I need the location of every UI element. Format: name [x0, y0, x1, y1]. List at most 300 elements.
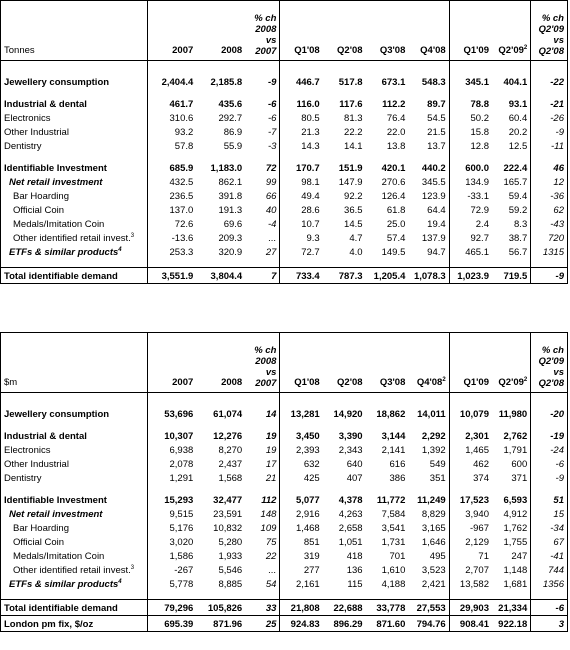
row-label: Total identifiable demand: [1, 268, 148, 284]
table-cell: 79,296: [147, 600, 196, 616]
table-cell: 386: [389, 473, 406, 484]
usd-header-q2-09: $Q2'09^2$: [492, 333, 531, 393]
table-cell: 3,390: [338, 431, 363, 442]
table-cell: 55.9: [223, 141, 243, 152]
table-cell: 277: [303, 565, 320, 576]
table-cell: 908.41: [449, 616, 492, 632]
table-cell: -6: [531, 600, 568, 616]
table-cell: 115: [347, 579, 363, 590]
table-cell: 4.0: [349, 247, 363, 258]
table-cell: 72: [245, 161, 280, 175]
table-cell: 99: [245, 175, 280, 189]
table-cell: 50.2: [470, 113, 489, 124]
table-cell: 10,079: [459, 409, 489, 420]
header-pct-ch-q2-09: % ch Q2'09 vs Q2'08: [531, 1, 568, 61]
table-row: [1, 429, 568, 443]
table-cell: 28.6: [301, 205, 320, 216]
spacer-row: [1, 153, 568, 161]
table-cell: 5,077: [295, 495, 320, 506]
table-cell: 13.7: [408, 139, 449, 153]
table-cell: 116.0: [296, 99, 320, 110]
table-cell: 126.4: [381, 191, 406, 202]
table-cell: 404.1: [492, 75, 531, 89]
tonnes-table: [0, 0, 568, 284]
table-cell: -33.1: [467, 191, 489, 202]
table-cell: 57.4: [386, 233, 406, 244]
table-cell: -9: [245, 75, 280, 89]
table-cell: 18,862: [376, 409, 406, 420]
table-cell: 236.5: [169, 191, 194, 202]
table-cell: 440.2: [408, 161, 449, 175]
table-cell: 78.8: [470, 99, 489, 110]
table-row: [1, 577, 568, 591]
table-row: [1, 471, 568, 485]
table-cell: 14.5: [344, 219, 363, 230]
table-cell: -267: [174, 565, 194, 576]
table-cell: 8,829: [408, 507, 449, 521]
table-cell: 76.4: [386, 113, 406, 124]
table-cell: 461.7: [169, 99, 194, 110]
spacer-row: [1, 61, 568, 76]
table-cell: 548.3: [408, 75, 449, 89]
table-cell: -22: [550, 77, 564, 88]
table-cell: 1,023.9: [449, 268, 492, 284]
table-cell: 374: [473, 473, 489, 484]
usd-header-q2-08: Q2'08: [323, 333, 366, 393]
table-cell: 8,885: [218, 579, 243, 590]
table-cell: 15: [553, 509, 564, 520]
table-cell: 1,933: [218, 551, 243, 562]
table-row: [1, 139, 568, 153]
table-cell: 3,804.4: [196, 268, 245, 284]
table-cell: 14: [245, 407, 280, 421]
table-cell: 871.96: [196, 616, 245, 632]
table-cell: 720: [548, 233, 564, 244]
table-cell: 9,515: [169, 509, 194, 520]
table-cell: 46: [553, 163, 564, 174]
table-cell: 11,249: [408, 493, 449, 507]
table-cell: 93.1: [492, 97, 531, 111]
table-cell: -9: [555, 473, 564, 484]
table-row: [1, 443, 568, 457]
table-cell: -41: [550, 551, 564, 562]
usd-header-2008: 2008: [196, 333, 245, 393]
table-cell: 11,772: [376, 495, 406, 506]
row-label: ETFs & similar products$^4$: [1, 245, 148, 259]
table-cell: -36: [550, 191, 564, 202]
table-cell: 632: [303, 459, 320, 470]
table-cell: 14.1: [344, 141, 363, 152]
table-row: [1, 75, 568, 89]
table-cell: 922.18: [492, 616, 531, 632]
table-cell: 2,129: [465, 537, 489, 548]
usd-header-row: [1, 333, 568, 393]
table-cell: 14,920: [333, 409, 363, 420]
row-label: Jewellery consumption: [1, 407, 148, 421]
row-label: London pm fix, $/oz: [1, 616, 148, 632]
table-cell: 33,778: [366, 600, 409, 616]
table-cell: 93.2: [174, 127, 194, 138]
table-cell: 600: [492, 457, 531, 471]
table-row: [1, 231, 568, 245]
row-label: Other Industrial: [1, 125, 148, 139]
table-cell: 21.3: [301, 127, 320, 138]
table-cell: 9.3: [306, 233, 320, 244]
table-cell: -19: [550, 431, 564, 442]
table-cell: 137.0: [169, 205, 194, 216]
header-q2-09: $Q2'09^2$: [492, 1, 531, 61]
table-cell: 72.7: [301, 247, 320, 258]
table-cell: 72.6: [174, 219, 194, 230]
usd-header-q4-08: $Q4'08^2$: [408, 333, 449, 393]
table-cell: 1,586: [169, 551, 194, 562]
tonnes-body: [1, 61, 568, 284]
table-cell: -11: [550, 141, 564, 152]
table-cell: 2,404.4: [161, 77, 194, 88]
table-cell: 1,051: [338, 537, 363, 548]
table-cell: -21: [550, 99, 564, 110]
row-label: Identifiable Investment: [1, 493, 148, 507]
table-cell: 420.1: [381, 163, 406, 174]
table-cell: 33: [245, 600, 280, 616]
table-cell: 425: [303, 473, 320, 484]
table-cell: 5,778: [169, 579, 194, 590]
header-q1-08: Q1'08: [280, 1, 323, 61]
table-row: [1, 549, 568, 563]
table-row: [1, 125, 568, 139]
table-cell: 89.7: [408, 97, 449, 111]
table-cell: 2,292: [408, 429, 449, 443]
table-cell: 391.8: [218, 191, 243, 202]
table-cell: 4,378: [338, 495, 363, 506]
table-cell: 59.2: [492, 203, 531, 217]
table-cell: 345.5: [408, 175, 449, 189]
table-cell: 60.4: [492, 111, 531, 125]
table-cell: 54.5: [408, 111, 449, 125]
table-cell: 3,450: [295, 431, 320, 442]
spacer-row: [1, 485, 568, 493]
table-cell: 1,646: [408, 535, 449, 549]
table-cell: 744: [548, 565, 564, 576]
table-cell: 733.4: [280, 268, 323, 284]
table-cell: 86.9: [223, 127, 243, 138]
table-row: [1, 175, 568, 189]
table-cell: 310.6: [169, 113, 194, 124]
table-cell: 8.3: [492, 217, 531, 231]
table-cell: 1,762: [492, 521, 531, 535]
row-label: Net retail investment: [1, 175, 148, 189]
table-cell: 12,276: [213, 431, 243, 442]
table-cell: 1,148: [492, 563, 531, 577]
table-cell: 4,263: [338, 509, 363, 520]
table-row: [1, 245, 568, 259]
table-cell: 418: [346, 551, 363, 562]
table-cell: -26: [550, 113, 564, 124]
table-cell: 117.6: [339, 99, 363, 110]
table-cell: 695.39: [147, 616, 196, 632]
table-cell: 72.9: [470, 205, 489, 216]
row-label: Industrial & dental: [1, 97, 148, 111]
table-cell: -4: [245, 217, 280, 231]
table-cell: 3,144: [381, 431, 406, 442]
usd-header-q1-09: Q1'09: [449, 333, 492, 393]
table-cell: 21,808: [280, 600, 323, 616]
table-cell: 209.3: [218, 233, 243, 244]
table-cell: 15,293: [164, 495, 194, 506]
table-cell: 22: [245, 549, 280, 563]
table-cell: 871.60: [366, 616, 409, 632]
row-label: Industrial & dental: [1, 429, 148, 443]
header-q3-08: Q3'08: [366, 1, 409, 61]
table-cell: -3: [245, 139, 280, 153]
row-label: Net retail investment: [1, 507, 148, 521]
table-cell: 222.4: [492, 161, 531, 175]
table-cell: 4,188: [381, 579, 406, 590]
table-cell: 27: [245, 245, 280, 259]
row-label: Official Coin: [1, 535, 148, 549]
table-cell: 851: [303, 537, 320, 548]
table-cell: 5,546: [218, 565, 243, 576]
table-cell: 98.1: [301, 177, 320, 188]
table-cell: 549: [408, 457, 449, 471]
table-cell: 924.83: [280, 616, 323, 632]
table-cell: 17: [245, 457, 280, 471]
table-cell: 462: [473, 459, 489, 470]
table-row: [1, 616, 568, 632]
table-cell: 49.4: [301, 191, 320, 202]
spacer-row: [1, 421, 568, 429]
table-row: [1, 563, 568, 577]
table-cell: 112: [245, 493, 280, 507]
table-cell: 862.1: [218, 177, 243, 188]
table-cell: 80.5: [301, 113, 320, 124]
table-cell: 109: [245, 521, 280, 535]
table-cell: 134.9: [465, 177, 489, 188]
spacer-row: [1, 89, 568, 97]
usd-header-q3-08: Q3'08: [366, 333, 409, 393]
table-cell: 19.4: [408, 217, 449, 231]
table-cell: 25.0: [386, 219, 406, 230]
table-cell: 4.7: [349, 233, 363, 244]
row-label: Dentistry: [1, 139, 148, 153]
table-cell: 5,176: [169, 523, 194, 534]
table-cell: 14,011: [408, 407, 449, 421]
table-cell: 1,731: [381, 537, 406, 548]
table-cell: 12.5: [492, 139, 531, 153]
table-cell: 57.8: [174, 141, 194, 152]
row-label: Other Industrial: [1, 457, 148, 471]
table-cell: 1,610: [381, 565, 406, 576]
header-2007: 2007: [147, 1, 196, 61]
table-cell: 640: [346, 459, 363, 470]
row-label: Medals/Imitation Coin: [1, 549, 148, 563]
table-cell: 600.0: [465, 163, 489, 174]
table-cell: 3,551.9: [147, 268, 196, 284]
table-cell: 3,541: [381, 523, 406, 534]
row-label: Jewellery consumption: [1, 75, 148, 89]
table-cell: 3,020: [169, 537, 194, 548]
table-cell: 2,762: [492, 429, 531, 443]
table-cell: 12.8: [470, 141, 489, 152]
table-cell: 1,681: [492, 577, 531, 591]
table-cell: 137.9: [408, 231, 449, 245]
table-cell: 13,281: [290, 409, 320, 420]
table-cell: 61,074: [213, 409, 243, 420]
table-cell: -967: [469, 523, 489, 534]
table-cell: 1,183.0: [210, 163, 243, 174]
header-q4-08: Q4'08: [408, 1, 449, 61]
table-cell: -43: [550, 219, 564, 230]
table-cell: 1,465: [465, 445, 489, 456]
header-q2-08: Q2'08: [323, 1, 366, 61]
table-row: [1, 97, 568, 111]
table-cell: 66: [245, 189, 280, 203]
table-cell: 54: [245, 577, 280, 591]
table-cell: 465.1: [465, 247, 489, 258]
row-label: Other identified retail invest.$^3$: [1, 231, 148, 245]
table-cell: 3: [531, 616, 568, 632]
table-cell: 22.0: [386, 127, 406, 138]
table-cell: 351: [408, 471, 449, 485]
table-cell: 2,185.8: [210, 77, 243, 88]
table-cell: 787.3: [323, 268, 366, 284]
table-cell: 5,280: [218, 537, 243, 548]
table-cell: 3,165: [408, 521, 449, 535]
table-cell: 2,141: [381, 445, 406, 456]
table-cell: 517.8: [338, 77, 363, 88]
table-cell: 270.6: [381, 177, 406, 188]
table-cell: 673.1: [381, 77, 406, 88]
usd-header-2007: 2007: [147, 333, 196, 393]
table-cell: -6: [245, 111, 280, 125]
table-cell: 292.7: [218, 113, 243, 124]
table-cell: 435.6: [218, 99, 243, 110]
table-cell: 6,593: [492, 493, 531, 507]
table-cell: ...: [245, 231, 280, 245]
table-cell: 105,826: [196, 600, 245, 616]
table-cell: 22.2: [344, 127, 363, 138]
table-row: [1, 521, 568, 535]
table-cell: 136: [346, 565, 363, 576]
table-row: [1, 600, 568, 616]
table-cell: 29,903: [449, 600, 492, 616]
table-cell: 1356: [542, 579, 564, 590]
table-cell: 19: [245, 429, 280, 443]
table-row: [1, 493, 568, 507]
table-cell: -9: [555, 127, 564, 138]
row-label: Identifiable Investment: [1, 161, 148, 175]
table-cell: 1,205.4: [366, 268, 409, 284]
table-cell: 25: [245, 616, 280, 632]
table-cell: 20.2: [492, 125, 531, 139]
table-cell: 10,307: [164, 431, 194, 442]
table-cell: 1,568: [218, 473, 243, 484]
table-cell: 15.8: [470, 127, 489, 138]
row-label: Electronics: [1, 443, 148, 457]
table-cell: 53,696: [164, 409, 194, 420]
table-cell: 32,477: [213, 495, 243, 506]
header-q1-09: Q1'09: [449, 1, 492, 61]
table-cell: 2,393: [295, 445, 320, 456]
table-cell: 7,584: [381, 509, 406, 520]
table-cell: 495: [408, 549, 449, 563]
table-row: [1, 507, 568, 521]
table-cell: 432.5: [169, 177, 194, 188]
table-cell: 701: [389, 551, 406, 562]
table-row: [1, 535, 568, 549]
table-cell: -7: [245, 125, 280, 139]
header-2008: 2008: [196, 1, 245, 61]
table-cell: 14.3: [301, 141, 320, 152]
table-cell: 12: [553, 177, 564, 188]
table-cell: 13,582: [459, 579, 489, 590]
table-cell: 896.29: [323, 616, 366, 632]
table-cell: 2,161: [295, 579, 320, 590]
table-row: [1, 203, 568, 217]
header-pct-ch-2008: % ch 2008 vs 2007: [245, 1, 280, 61]
table-cell: -6: [245, 97, 280, 111]
table-cell: 149.5: [381, 247, 406, 258]
table-row: [1, 189, 568, 203]
table-row: [1, 217, 568, 231]
table-cell: 147.9: [338, 177, 363, 188]
table-cell: 36.5: [344, 205, 363, 216]
table-cell: 71: [478, 551, 489, 562]
table-cell: 148: [245, 507, 280, 521]
table-cell: 40: [245, 203, 280, 217]
table-cell: 2,343: [338, 445, 363, 456]
table-cell: 10,832: [213, 523, 243, 534]
table-cell: 75: [245, 535, 280, 549]
table-cell: 13.8: [386, 141, 406, 152]
table-cell: 719.5: [492, 268, 531, 284]
table-cell: 2,658: [338, 523, 363, 534]
table-cell: 319: [303, 551, 320, 562]
table-cell: 794.76: [408, 616, 449, 632]
table-cell: -20: [550, 409, 564, 420]
table-cell: 17,523: [459, 495, 489, 506]
table-cell: 2,916: [295, 509, 320, 520]
table-cell: 3,940: [465, 509, 489, 520]
table-cell: -34: [550, 523, 564, 534]
table-cell: 2,437: [218, 459, 243, 470]
table-cell: 247: [492, 549, 531, 563]
table-cell: 1,392: [408, 443, 449, 457]
table-row: [1, 457, 568, 471]
table-cell: 112.2: [382, 99, 406, 110]
table-cell: 2,707: [465, 565, 489, 576]
table-cell: 1,078.3: [408, 268, 449, 284]
table-cell: 165.7: [492, 175, 531, 189]
table-cell: 21.5: [408, 125, 449, 139]
table-cell: 64.4: [408, 203, 449, 217]
table-cell: 38.7: [492, 231, 531, 245]
table-cell: 2.4: [475, 219, 489, 230]
table-cell: 4,912: [492, 507, 531, 521]
table-cell: 685.9: [169, 163, 194, 174]
table-cell: 59.4: [492, 189, 531, 203]
table-cell: 170.7: [295, 163, 320, 174]
row-label: Bar Hoarding: [1, 521, 148, 535]
spacer-row: [1, 393, 568, 408]
table-cell: ...: [245, 563, 280, 577]
table-cell: 67: [553, 537, 564, 548]
table-cell: -9: [531, 268, 568, 284]
table-cell: 320.9: [218, 247, 243, 258]
row-label: Total identifiable demand: [1, 600, 148, 616]
table-cell: -6: [555, 459, 564, 470]
table-cell: 151.9: [338, 163, 363, 174]
